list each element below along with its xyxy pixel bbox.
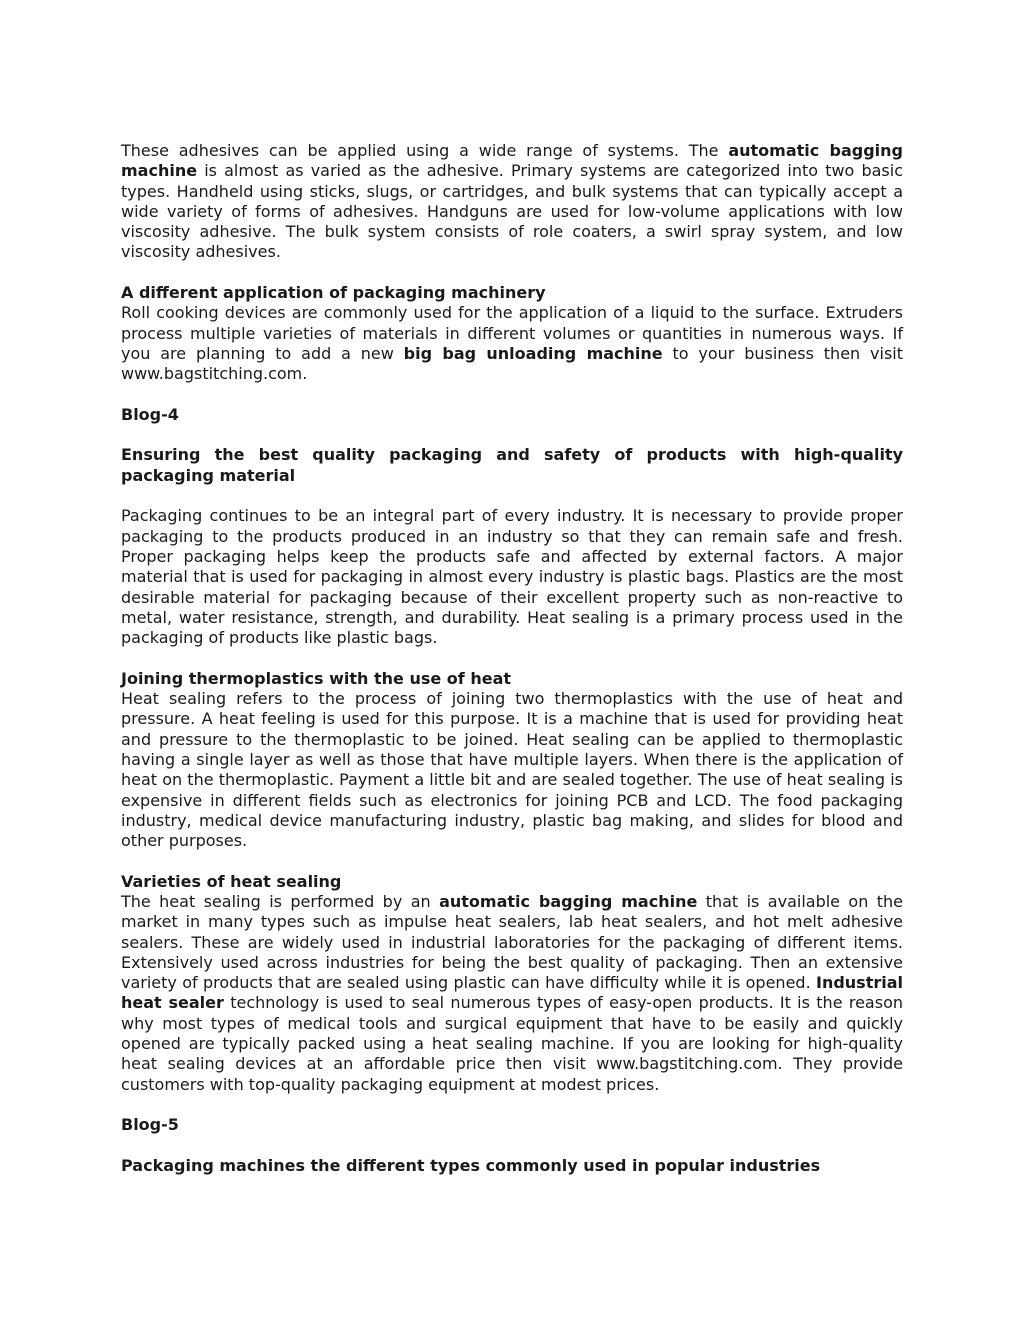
blog-5-label: Blog-5 (121, 1115, 179, 1135)
keyword-industrial-heat-sealer: Industrial heat sealer (121, 973, 903, 1013)
paragraph-heat-sealing: Heat sealing refers to the process of joining two thermoplastics with the use of heat and pressure. A heat feeling is used for this purpose. It is a machine that is used for providing heat and pressure to the thermoplastic to be joined. Heat sealing can be applied to thermoplastic having a single layer as well as those that have multiple layers. When there is the application of heat on the thermoplastic. Payment a little bit and are sealed together. The use of heat sealing is expensive in different fields such as electronics for joining PCB and LCD. The food packaging industry, medical device manufacturing industry, plastic bag making, and slides for blood and other purposes. (121, 689, 903, 851)
paragraph-packaging-integral: Packaging continues to be an integral part of every industry. It is necessary to provide proper packaging to the products produced in an industry so that they can remain safe and fresh. Proper packaging helps keep the products safe and affected by external factors. A major material that is used for packaging in almost every industry is plastic bags. Plastics are the most desirable material for packaging because of their excellent property such as non-reactive to metal, water resistance, strength, and durability. Heat sealing is a primary process used in the packaging of products like plastic bags. (121, 506, 903, 648)
keyword-automatic-bagging-machine: automatic bagging machine (121, 141, 904, 181)
blog-4-label: Blog-4 (121, 404, 179, 424)
heading-varieties: Varieties of heat sealing (121, 871, 342, 891)
paragraph-varieties: The heat sealing is performed by an automatic bagging machine that is available on the market in many types such as impulse heat sealers, lab heat sealers, and hot melt adhesive sealers. These are widely used in industrial laboratories for the packaging of different items. Extensively used across industries for being the best quality of packaging. Then an extensive variety of products that are sealed using plastic can have difficulty while it is opened. Industrial heat sealer technology is used to seal numerous types of easy-open products. It is the reason why most types of medical tools and surgical equipment that have to be easily and quickly opened are typically packed using a heat sealing machine. If you are looking for high-quality heat sealing devices at an affordable price then visit www.bagstitching.com. They provide customers with top-quality packaging equipment at modest prices. (121, 891, 904, 1094)
heading-application: A different application of packaging machinery (121, 283, 546, 303)
heading-joining-thermoplastics: Joining thermoplastics with the use of heat (121, 668, 512, 688)
heading-packaging-machines: Packaging machines the different types commonly used in popular industries (121, 1155, 821, 1175)
paragraph-adhesive-systems: These adhesives can be applied using a wide range of systems. The automatic bagging machine is almost as varied as the adhesive. Primary systems are categorized into two basic types. Handheld using sticks, slugs, or cartridges, and bulk systems that can typically accept a wide variety of forms of adhesives. Handguns are used for low-volume applications with low viscosity adhesive. The bulk system consists of role coaters, a swirl spray system, and low viscosity adhesives. (121, 141, 904, 262)
keyword-automatic-bagging-machine-2: automatic bagging machine (439, 891, 698, 911)
paragraph-roll-cooking: Roll cooking devices are commonly used for the application of a liquid to the surface. Extruders process multiple varieties of materials in different volumes or quantities in numerous ways. If you are planning to add a new big bag unloading machine to your business then visit www.bagstitching.com. (121, 303, 903, 384)
keyword-big-bag-unloading-machine: big bag unloading machine (403, 343, 663, 363)
document-page (121, 141, 903, 1176)
heading-ensuring-quality: Ensuring the best quality packaging and safety of products with high-quality packaging material (121, 445, 903, 485)
